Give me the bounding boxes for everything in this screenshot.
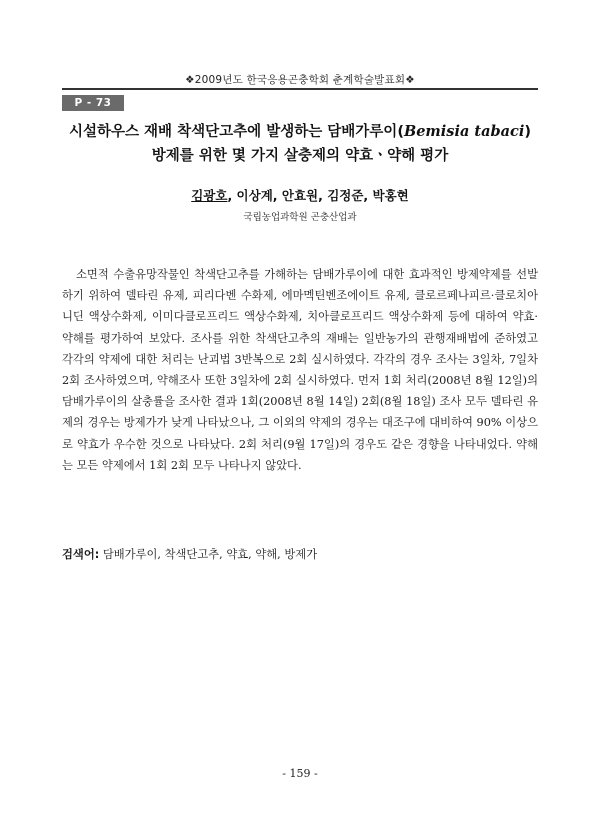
title-line-2: 방제를 위한 몇 가지 살충제의 약효ㆍ약해 평가 xyxy=(151,148,449,164)
abstract-body: 소면적 수출유망작물인 착색단고추를 가해하는 담배가루이에 대한 효과적인 방제약제를 선발하기 위하여 델타린 유제, 피리다벤 수화제, 에마멕틴벤조에이트 유제, 클로르페나피르·클로치아니딘 액상수화제, 이미다클로프리드 액상수화제, 치아클로프리드 액상수화제 등에 대하여 약효·약해를 평가하여 보았다. 조사를 위한 착색단고추의 재배는 일반농가의 관행재배법에 준하였고 각각의 약제에 대한 처리는 난괴법 3반복으로 2회 실시하였다. 각각의 경우 조사는 3일차, 7일차 2회 조사하였으며, 약해조사 또한 3일차에 2회 실시하였다. 먼저 1회 처리(2008년 8월 12일)의 담배가루이의 살충률을 조사한 결과 1회(2008년 8월 14일) 2회(8월 18일) 조사 모두 델타린 유제의 경우는 방제가가 낮게 나타났으나, 그 이외의 약제의 경우는 대조구에 대비하여 90% 이상으로 약효가 우수한 것으로 나타났다. 2회 처리(9월 17일)의 경우도 같은 경향을 나타내었다. 약해는 모든 약제에서 1회 2회 모두 나타나지 않았다. xyxy=(62,268,538,472)
title-close-paren: ) xyxy=(524,124,532,140)
paper-title xyxy=(40,120,560,168)
author-list xyxy=(0,186,600,204)
header-rule xyxy=(62,88,538,90)
scientific-name: Bemisia tabaci xyxy=(403,123,525,140)
keywords-list: 담배가루이, 착색단고추, 약효, 약해, 방제가 xyxy=(99,548,318,561)
title-line-1 xyxy=(40,120,560,144)
keywords-line xyxy=(62,546,538,562)
presenting-author: 김광호 xyxy=(191,188,228,203)
keywords-label: 검색어: xyxy=(62,548,100,561)
affiliation: 국립농업과학원 곤충산업과 xyxy=(243,212,357,223)
paper-id-badge: P - 73 xyxy=(62,95,124,111)
title-text: 시설하우스 재배 착색단고추에 발생하는 담배가루이( xyxy=(68,124,404,140)
co-authors: , 이상계, 안효원, 김정준, 박홍현 xyxy=(227,188,409,203)
conference-header: ❖2009년도 한국응용곤충학회 춘계학술발표회❖ xyxy=(185,74,415,86)
page-number: - 159 - xyxy=(282,767,318,780)
